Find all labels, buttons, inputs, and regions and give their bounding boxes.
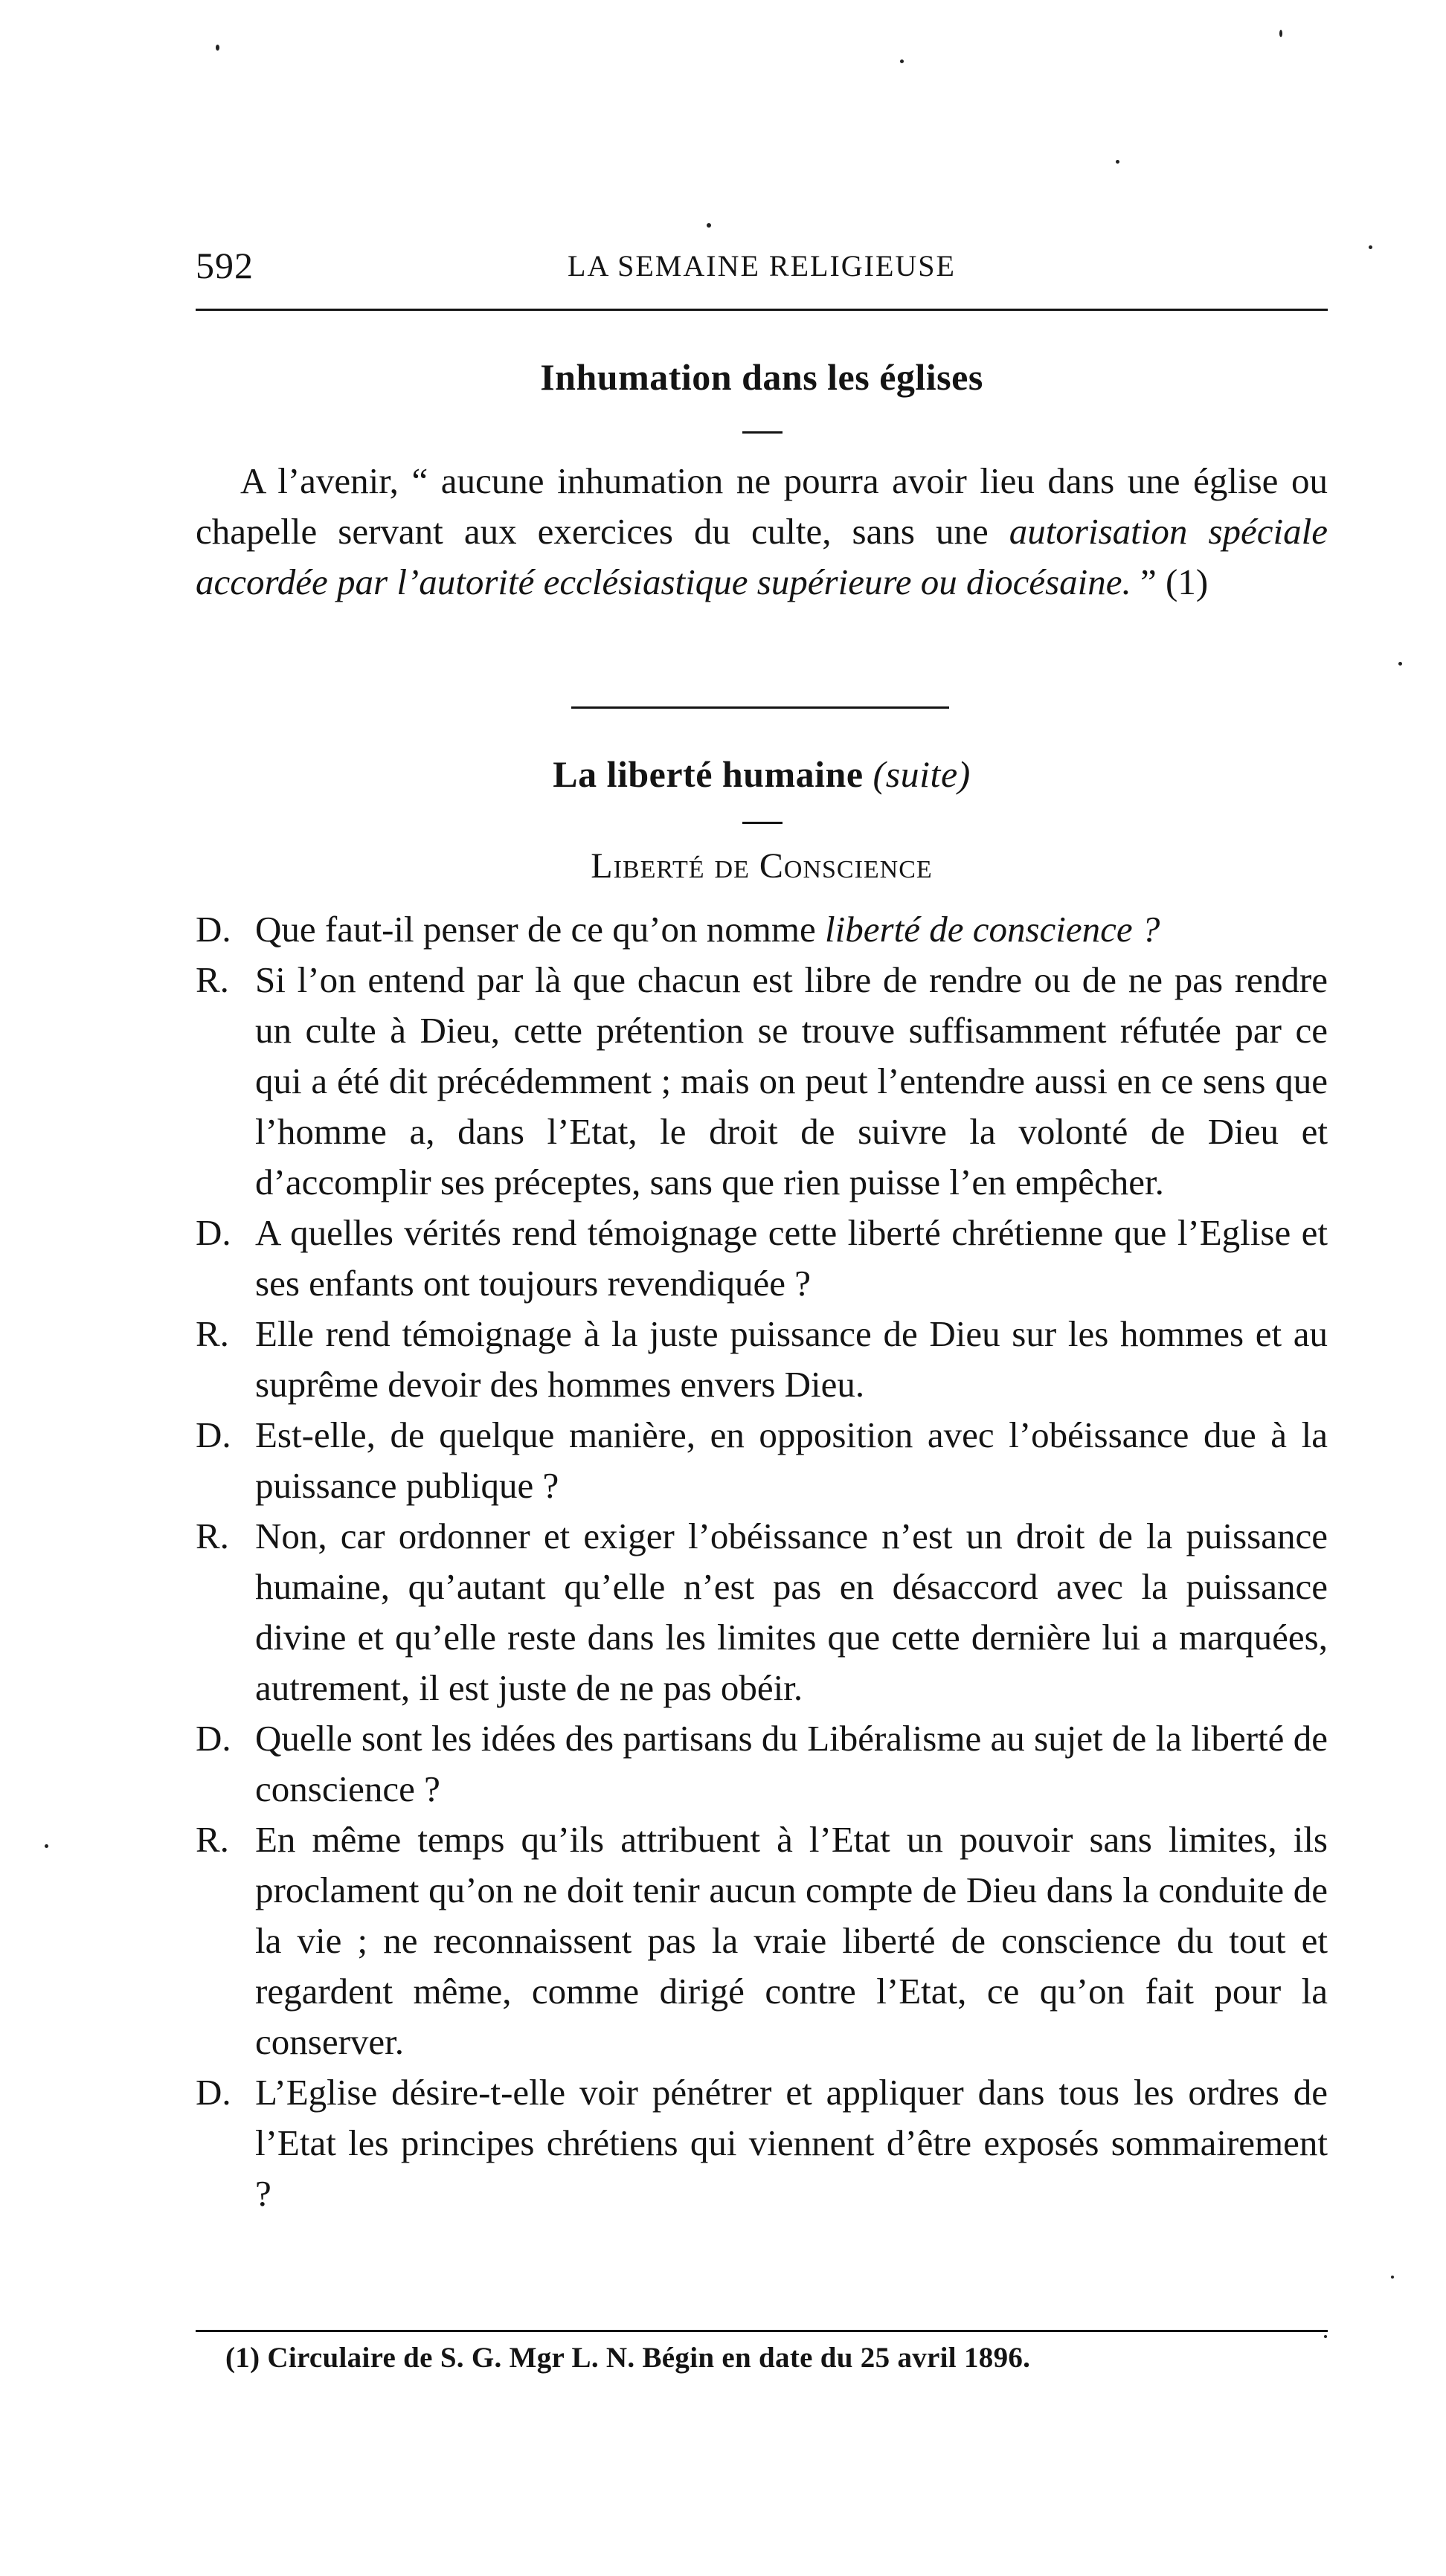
section-title-suffix: (suite) — [873, 753, 971, 795]
qa-item — [196, 1309, 1328, 1410]
running-title: LA SEMAINE RELIGIEUSE — [568, 249, 956, 283]
inhumation-paragraph — [196, 456, 1328, 608]
scan-speck — [707, 223, 711, 228]
qa-marker: R. — [196, 1313, 229, 1354]
qa-text: L’Eglise désire-t-elle voir pénétrer et appliquer dans tous les ordres de l’Etat les principes chrétiens qui viennent d’être exposés sommairement ? — [255, 2072, 1328, 2214]
question-answer-list — [196, 904, 1328, 2219]
scan-speck — [1398, 662, 1402, 666]
qa-text: Que faut-il penser de ce qu’on nomme — [255, 909, 826, 950]
section-title-liberte — [196, 753, 1328, 796]
qa-marker: R. — [196, 959, 229, 1000]
scan-speck — [1324, 2335, 1327, 2338]
running-header — [196, 236, 1328, 289]
qa-item — [196, 2067, 1328, 2219]
paragraph-text-1: A l’avenir, “ aucune inhumation ne pourra avoir lieu dans une église ou chapelle servant aux exercices du culte, sans une — [196, 460, 1328, 552]
qa-text: Quelle sont les idées des partisans du Libéralisme au sujet de la liberté de conscience ? — [255, 1718, 1328, 1809]
section-subtitle: Liberté de Conscience — [591, 846, 933, 886]
page-number: 592 — [196, 245, 254, 286]
paragraph-italic: autorisation spéciale accordée par l’autorité ecclésiastique supérieure ou diocésaine. — [196, 511, 1328, 602]
scan-speck — [900, 59, 904, 63]
qa-marker: D. — [196, 909, 231, 950]
qa-item — [196, 1208, 1328, 1309]
qa-italic: liberté de conscience ? — [825, 909, 1160, 950]
qa-text: Non, car ordonner et exiger l’obéissance n’est un droit de la puissance humaine, qu’autant qu’elle n’est pas en désaccord avec la puissance divine et qu’elle reste dans les limites que cette dernière lui a marquées, autrement, il est juste de ne pas obéir. — [255, 1516, 1328, 1708]
qa-text: En même temps qu’ils attribuent à l’Etat un pouvoir sans limites, ils proclament qu’on ne doit tenir aucun compte de Dieu dans la conduite de la vie ; ne reconnaissent pas la vraie liberté de conscience du tout et regardent même, comme dirigé contre l’Etat, ce qu’on fait pour la conserver. — [255, 1819, 1328, 2062]
footnote-rule — [196, 2330, 1328, 2332]
footnote: (1) Circulaire de S. G. Mgr L. N. Bégin en date du 25 avril 1896. — [225, 2342, 1031, 2374]
scanned-page — [196, 0, 1328, 2576]
header-rule — [196, 309, 1328, 311]
scan-speck — [1391, 2276, 1394, 2279]
qa-text: Si l’on entend par là que chacun est libre de rendre ou de ne pas rendre un culte à Dieu, cette prétention se trouve suffisamment réfutée par ce qui a été dit précédemment ; mais on peut l’entendre aussi en ce sens que l’homme a, dans l’Etat, le droit de suivre la volonté de Dieu et d’accomplir ses préceptes, sans que rien puisse l’en empêcher. — [255, 959, 1328, 1202]
scan-speck — [45, 1844, 48, 1848]
qa-marker: D. — [196, 1414, 231, 1455]
section-title-main: La liberté humaine — [553, 753, 864, 795]
title-dash — [742, 431, 783, 434]
qa-marker: R. — [196, 1819, 229, 1860]
paragraph-text-2: ” (1) — [1131, 561, 1209, 602]
qa-text: A quelles vérités rend témoignage cette liberté chrétienne que l’Eglise et ses enfants ont toujours revendiquée ? — [255, 1212, 1328, 1304]
qa-marker: R. — [196, 1516, 229, 1556]
qa-item — [196, 1410, 1328, 1511]
section-title-inhumation: Inhumation dans les églises — [540, 356, 983, 398]
qa-item — [196, 1713, 1328, 1815]
qa-text: Elle rend témoignage à la juste puissance de Dieu sur les hommes et au suprême devoir des hommes envers Dieu. — [255, 1313, 1328, 1405]
qa-item — [196, 1511, 1328, 1713]
scan-speck — [216, 45, 219, 51]
qa-marker: D. — [196, 1212, 231, 1253]
section-separator — [571, 706, 949, 709]
qa-item — [196, 904, 1328, 955]
qa-item — [196, 1815, 1328, 2067]
scan-speck — [1369, 245, 1372, 249]
qa-text: Est-elle, de quelque manière, en opposition avec l’obéissance due à la puissance publique ? — [255, 1414, 1328, 1506]
qa-marker: D. — [196, 2072, 231, 2113]
qa-item — [196, 955, 1328, 1208]
scan-speck — [1116, 160, 1119, 164]
scan-speck — [1279, 30, 1282, 37]
title-dash — [742, 822, 783, 824]
qa-marker: D. — [196, 1718, 231, 1759]
